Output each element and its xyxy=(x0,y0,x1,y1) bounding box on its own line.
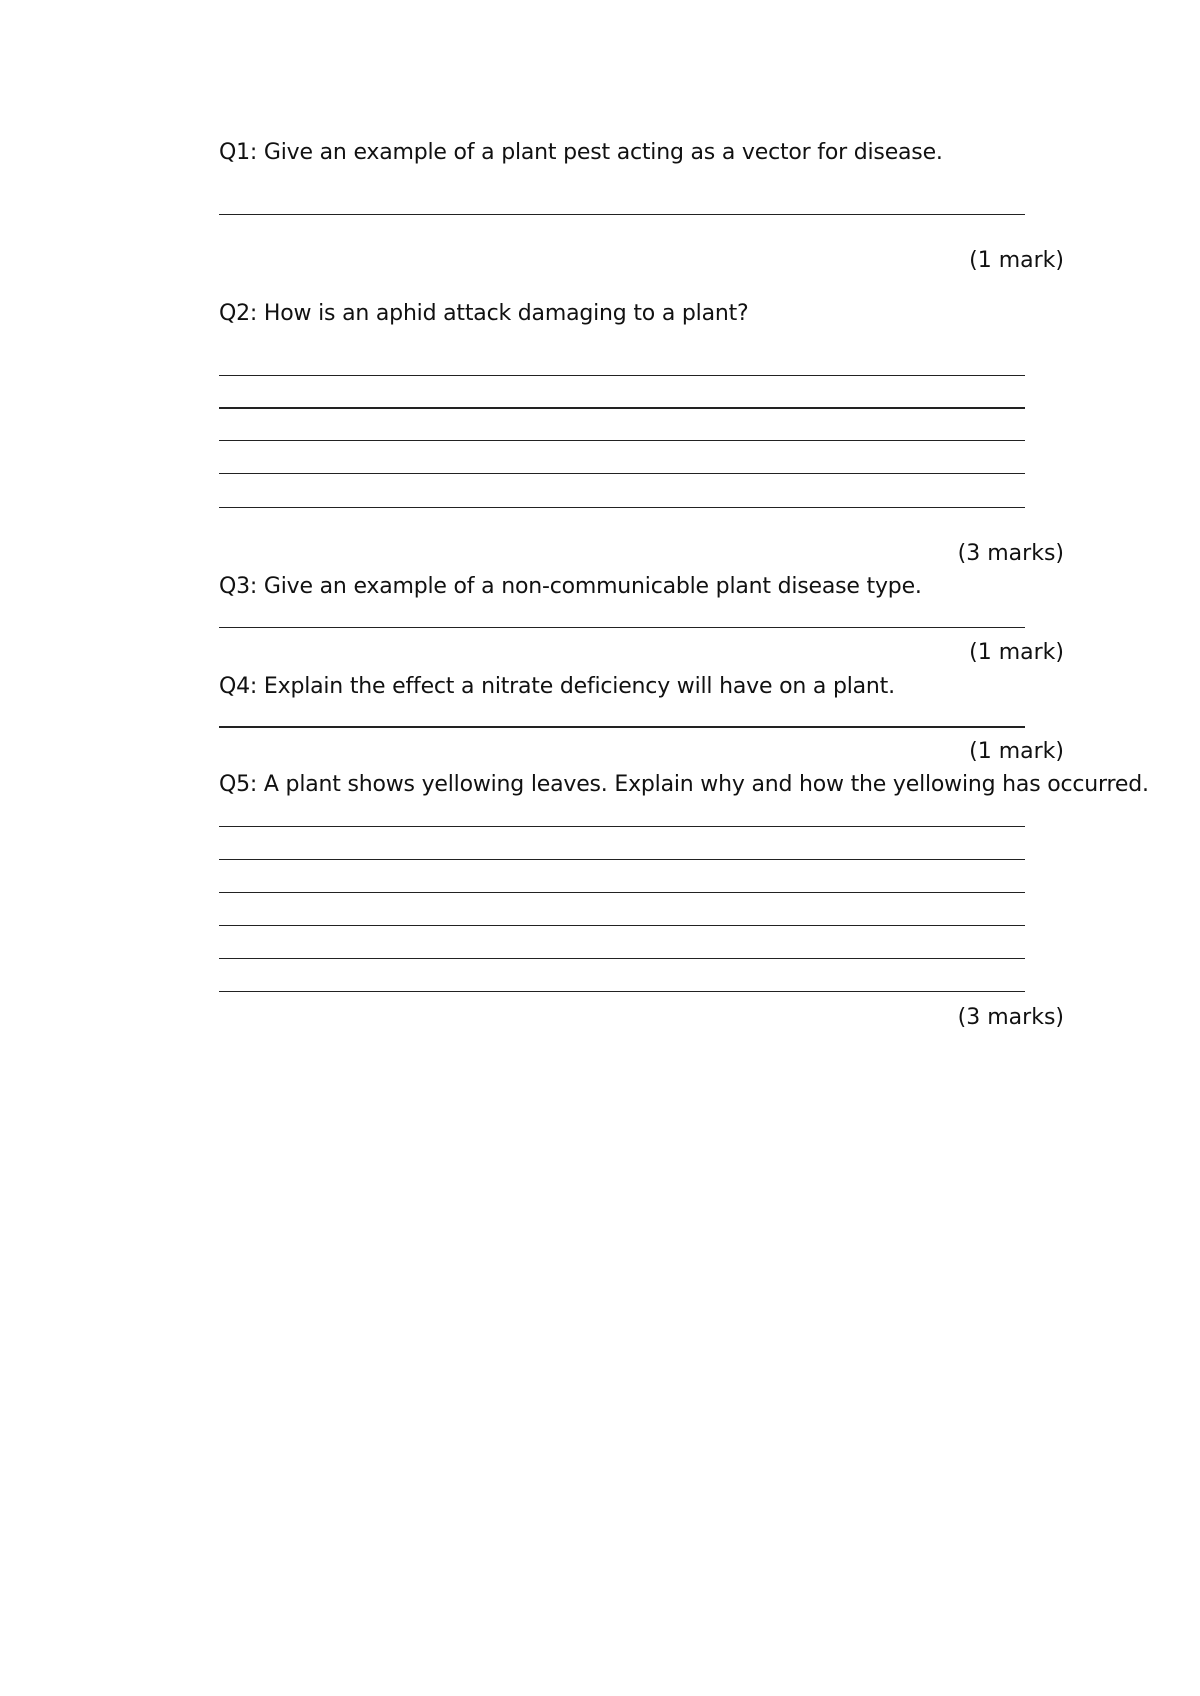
answer-line[interactable] xyxy=(219,991,1025,992)
answer-line[interactable] xyxy=(219,627,1025,628)
question-2-marks: (3 marks) xyxy=(957,541,1064,566)
answer-line[interactable] xyxy=(219,507,1025,508)
question-3-marks: (1 mark) xyxy=(969,640,1064,665)
answer-line[interactable] xyxy=(219,375,1025,376)
answer-line[interactable] xyxy=(219,214,1025,215)
answer-line[interactable] xyxy=(219,859,1025,860)
question-4-text: Q4: Explain the effect a nitrate deficiency will have on a plant. xyxy=(219,674,895,699)
answer-line[interactable] xyxy=(219,473,1025,474)
answer-line[interactable] xyxy=(219,925,1025,926)
question-3-text: Q3: Give an example of a non-communicable plant disease type. xyxy=(219,574,922,599)
answer-line[interactable] xyxy=(219,958,1025,959)
question-2-text: Q2: How is an aphid attack damaging to a plant? xyxy=(219,301,749,326)
question-5-text: Q5: A plant shows yellowing leaves. Explain why and how the yellowing has occurred. xyxy=(219,772,1149,797)
answer-line[interactable] xyxy=(219,826,1025,827)
answer-line[interactable] xyxy=(219,726,1025,728)
question-5-marks: (3 marks) xyxy=(957,1005,1064,1030)
answer-line[interactable] xyxy=(219,407,1025,409)
answer-line[interactable] xyxy=(219,440,1025,441)
question-4-marks: (1 mark) xyxy=(969,739,1064,764)
question-1-marks: (1 mark) xyxy=(969,248,1064,273)
answer-line[interactable] xyxy=(219,892,1025,893)
question-1-text: Q1: Give an example of a plant pest acting as a vector for disease. xyxy=(219,140,943,165)
